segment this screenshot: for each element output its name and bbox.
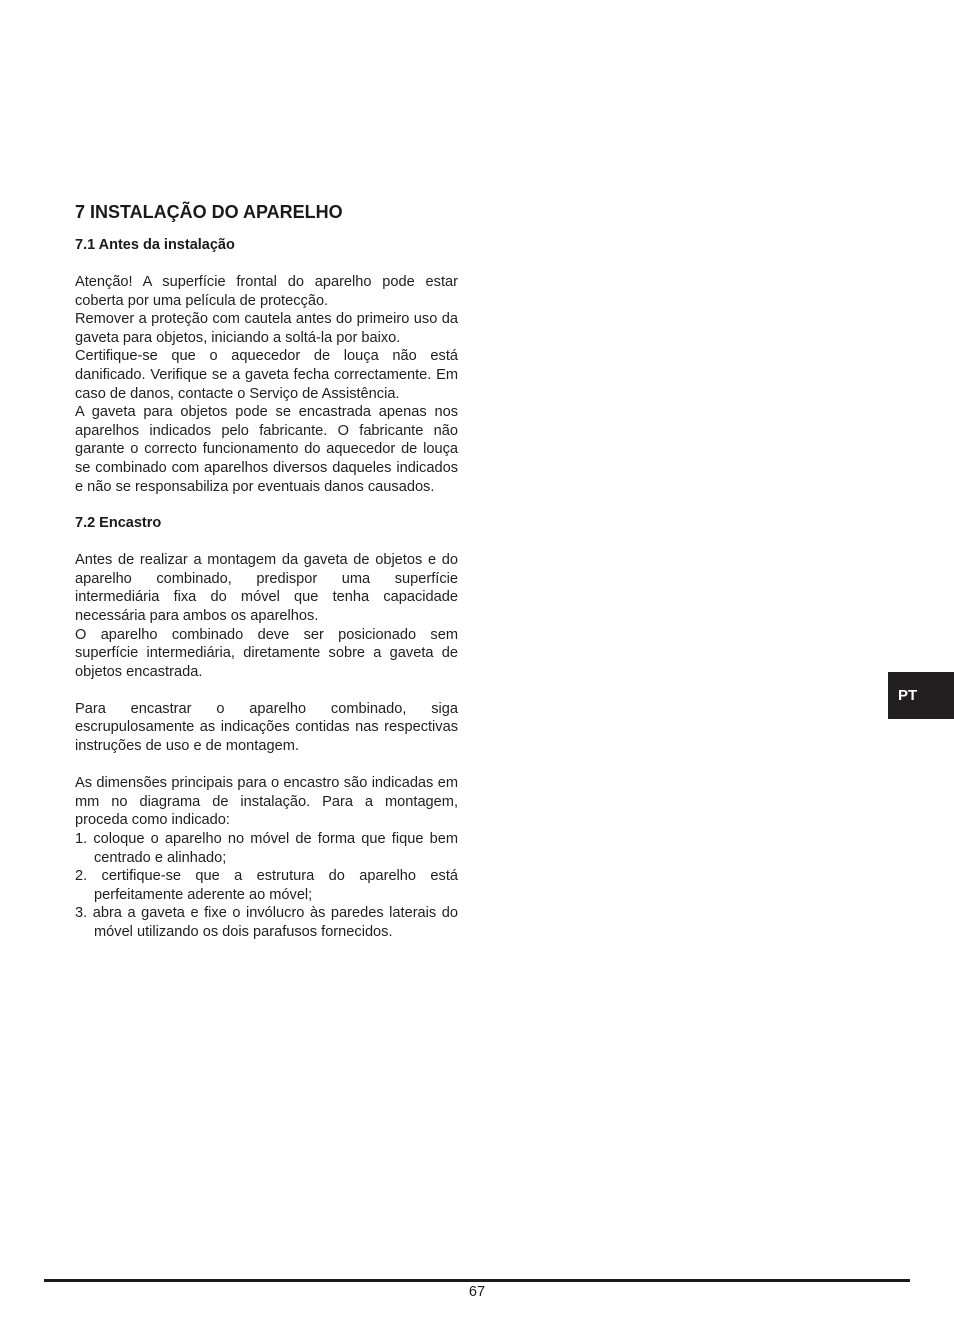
list-item: 1. coloque o aparelho no móvel de forma que fique bem centrado e alinhado; [75, 831, 458, 866]
paragraph: A gaveta para objetos pode se encastrada apenas nos aparelhos indicados pelo fabricante. O fabricante não garante o correcto funcionamento do aquecedor de louça se combinado com aparelhos diversos daqueles indicados e não se responsabiliza por eventuais danos causados. [75, 404, 458, 495]
paragraph: Remover a proteção com cautela antes do primeiro uso da gaveta para objetos, iniciando a soltá-la por baixo. [75, 311, 458, 346]
list-item: 3. abra a gaveta e fixe o invólucro às paredes laterais do móvel utilizando os dois parafusos fornecidos. [75, 905, 458, 940]
paragraph: Antes de realizar a montagem da gaveta de objetos e do aparelho combinado, predispor uma superfície intermediária fixa do móvel que tenha capacidade necessária para ambos os aparelhos. [75, 552, 458, 624]
paragraph: Para encastrar o aparelho combinado, siga escrupulosamente as indicações contidas nas respectivas instruções de uso e de montagem. [75, 700, 458, 755]
list-item: 2. certifique-se que a estrutura do aparelho está perfeitamente aderente ao móvel; [75, 868, 458, 903]
content-column [75, 200, 458, 942]
built-in-text [75, 551, 458, 941]
section-title: 7 INSTALAÇÃO DO APARELHO [75, 202, 343, 222]
paragraph: O aparelho combinado deve ser posicionado sem superfície intermediária, diretamente sobre a gaveta de objetos encastrada. [75, 626, 458, 680]
language-tab: PT [888, 672, 954, 719]
paragraph: Atenção! A superfície frontal do aparelho pode estar coberta por uma película de protecção. [75, 274, 458, 309]
subsection-title-before-installation: 7.1 Antes da instalação [75, 237, 235, 253]
paragraph: As dimensões principais para o encastro são indicadas em mm no diagrama de instalação. Para a montagem, proceda como indicado: [75, 775, 458, 829]
footer-divider [44, 1279, 910, 1282]
installation-steps-list [75, 830, 458, 942]
before-installation-text [75, 273, 458, 496]
page-number: 67 [468, 1284, 486, 1300]
subsection-title-built-in: 7.2 Encastro [75, 515, 162, 532]
paragraph: Certifique-se que o aquecedor de louça não está danificado. Verifique se a gaveta fecha correctamente. Em caso de danos, contacte o Serviço de Assistência. [75, 348, 458, 402]
